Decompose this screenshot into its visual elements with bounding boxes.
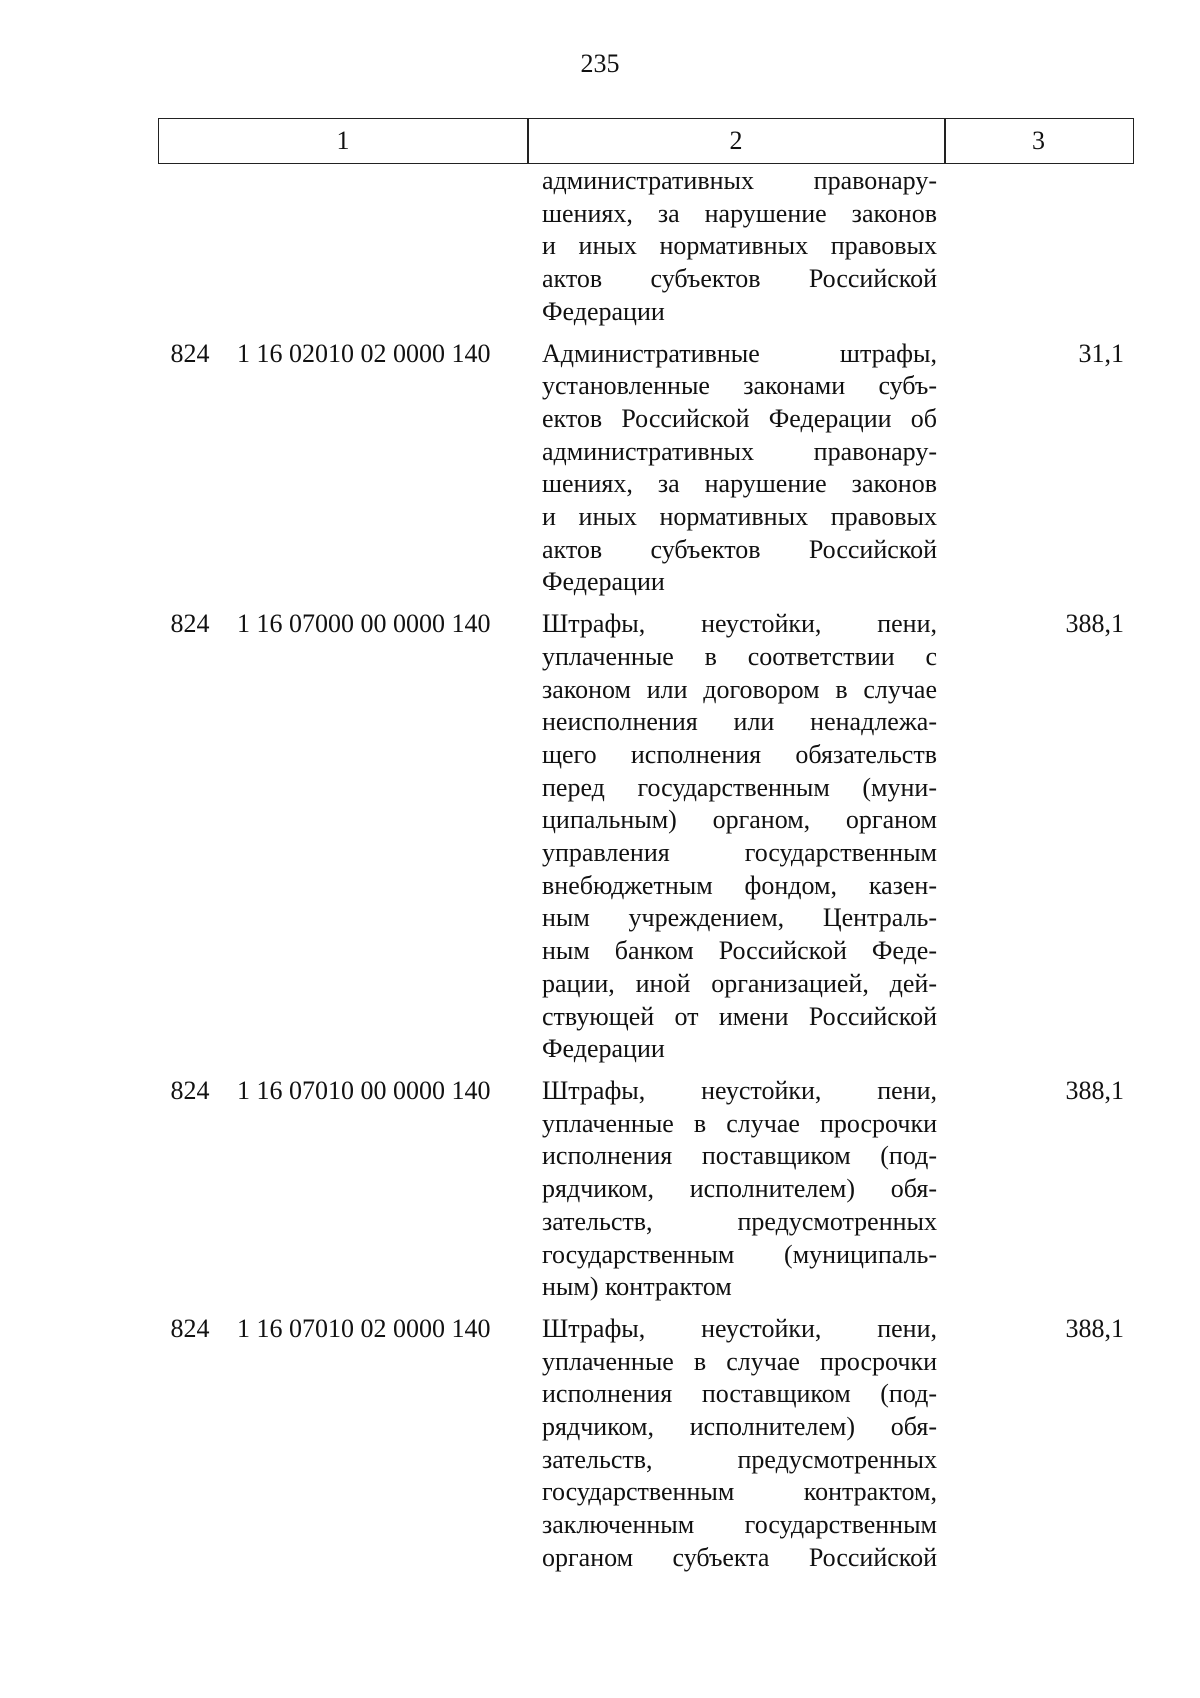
description-line: Штрафы, неустойки, пени, xyxy=(542,1075,937,1105)
amount-value: 388,1 xyxy=(1065,1075,1124,1105)
description-line: уплаченные в случае просрочки xyxy=(542,1346,937,1376)
income-description xyxy=(542,1313,937,1575)
description-line: щего исполнения обязательств xyxy=(542,739,937,769)
header-column-3: 3 xyxy=(1032,126,1045,155)
description-line: ным) контрактом xyxy=(542,1272,732,1302)
description-line: зательств, предусмотренных xyxy=(542,1206,937,1236)
description-line: государственным (муниципаль- xyxy=(542,1239,937,1269)
description-line: и иных нормативных правовых xyxy=(542,231,937,261)
table-header xyxy=(158,118,1134,164)
description-line: уплаченные в соответствии с xyxy=(542,641,937,671)
description-line: уплаченные в случае просрочки xyxy=(542,1108,937,1138)
budget-classification-code: 1 16 07000 00 0000 140 xyxy=(237,609,491,639)
description-line: ствующей от имени Российской xyxy=(542,1001,937,1031)
budget-classification-code: 1 16 07010 02 0000 140 xyxy=(237,1313,491,1343)
description-line: внебюджетным фондом, казен- xyxy=(542,870,937,900)
description-line: административных правонару- xyxy=(542,436,937,466)
description-line: Федерации xyxy=(542,1034,665,1064)
header-column-1: 1 xyxy=(336,126,350,155)
budget-classification-code: 1 16 07010 00 0000 140 xyxy=(237,1075,491,1105)
description-line: и иных нормативных правовых xyxy=(542,502,937,532)
description-line: административных правонару- xyxy=(542,166,937,195)
admin-code: 824 xyxy=(170,1075,210,1105)
amount-value: 31,1 xyxy=(1078,338,1124,368)
description-line: актов субъектов Российской xyxy=(542,534,937,564)
description-line: органом субъекта Российской xyxy=(542,1542,937,1572)
description-line: актов субъектов Российской xyxy=(542,264,937,294)
description-line: рации, иной организацией, дей- xyxy=(542,968,937,998)
page-number: 235 xyxy=(580,49,620,78)
description-line: рядчиком, исполнителем) обя- xyxy=(542,1412,937,1442)
header-column-2: 2 xyxy=(729,126,743,155)
admin-code: 824 xyxy=(170,338,210,368)
description-line: заключенным государственным xyxy=(542,1510,937,1540)
description-line: Федерации xyxy=(542,296,665,326)
description-line: рядчиком, исполнителем) обя- xyxy=(542,1174,937,1204)
description-line: государственным контрактом, xyxy=(542,1477,937,1507)
table-row xyxy=(0,599,1200,1066)
income-description xyxy=(542,1075,937,1304)
income-description xyxy=(542,608,937,1066)
admin-code: 824 xyxy=(170,609,210,639)
table-row xyxy=(0,1304,1200,1575)
description-line: ным банком Российской Феде- xyxy=(542,936,937,966)
description-line: исполнения поставщиком (под- xyxy=(542,1379,937,1409)
income-description xyxy=(542,165,937,329)
description-line: управления государственным xyxy=(542,838,937,868)
description-line: шениях, за нарушение законов xyxy=(542,469,937,499)
table-row xyxy=(0,1066,1200,1304)
description-line: Штрафы, неустойки, пени, xyxy=(542,1313,937,1343)
table-body xyxy=(0,165,1200,1575)
description-line: Федерации xyxy=(542,567,665,597)
amount-value: 388,1 xyxy=(1065,1313,1124,1343)
table-row xyxy=(0,329,1200,600)
description-line: законом или договором в случае xyxy=(542,674,937,704)
description-line: шениях, за нарушение законов xyxy=(542,198,937,228)
description-line: Штрафы, неустойки, пени, xyxy=(542,609,937,639)
description-line: перед государственным (муни- xyxy=(542,772,937,802)
description-line: Административные штрафы, xyxy=(542,338,937,368)
description-line: исполнения поставщиком (под- xyxy=(542,1141,937,1171)
admin-code: 824 xyxy=(170,1313,210,1343)
description-line: ным учреждением, Централь- xyxy=(542,903,937,933)
description-line: зательств, предусмотренных xyxy=(542,1444,937,1474)
amount-value: 388,1 xyxy=(1065,609,1124,639)
description-line: неисполнения или ненадлежа- xyxy=(542,707,937,737)
description-line: установленные законами субъ- xyxy=(542,371,937,401)
table-row xyxy=(0,165,1200,329)
budget-classification-code: 1 16 02010 02 0000 140 xyxy=(237,338,491,368)
description-line: ектов Российской Федерации об xyxy=(542,403,937,433)
description-line: ципальным) органом, органом xyxy=(542,805,937,835)
income-description xyxy=(542,338,937,600)
